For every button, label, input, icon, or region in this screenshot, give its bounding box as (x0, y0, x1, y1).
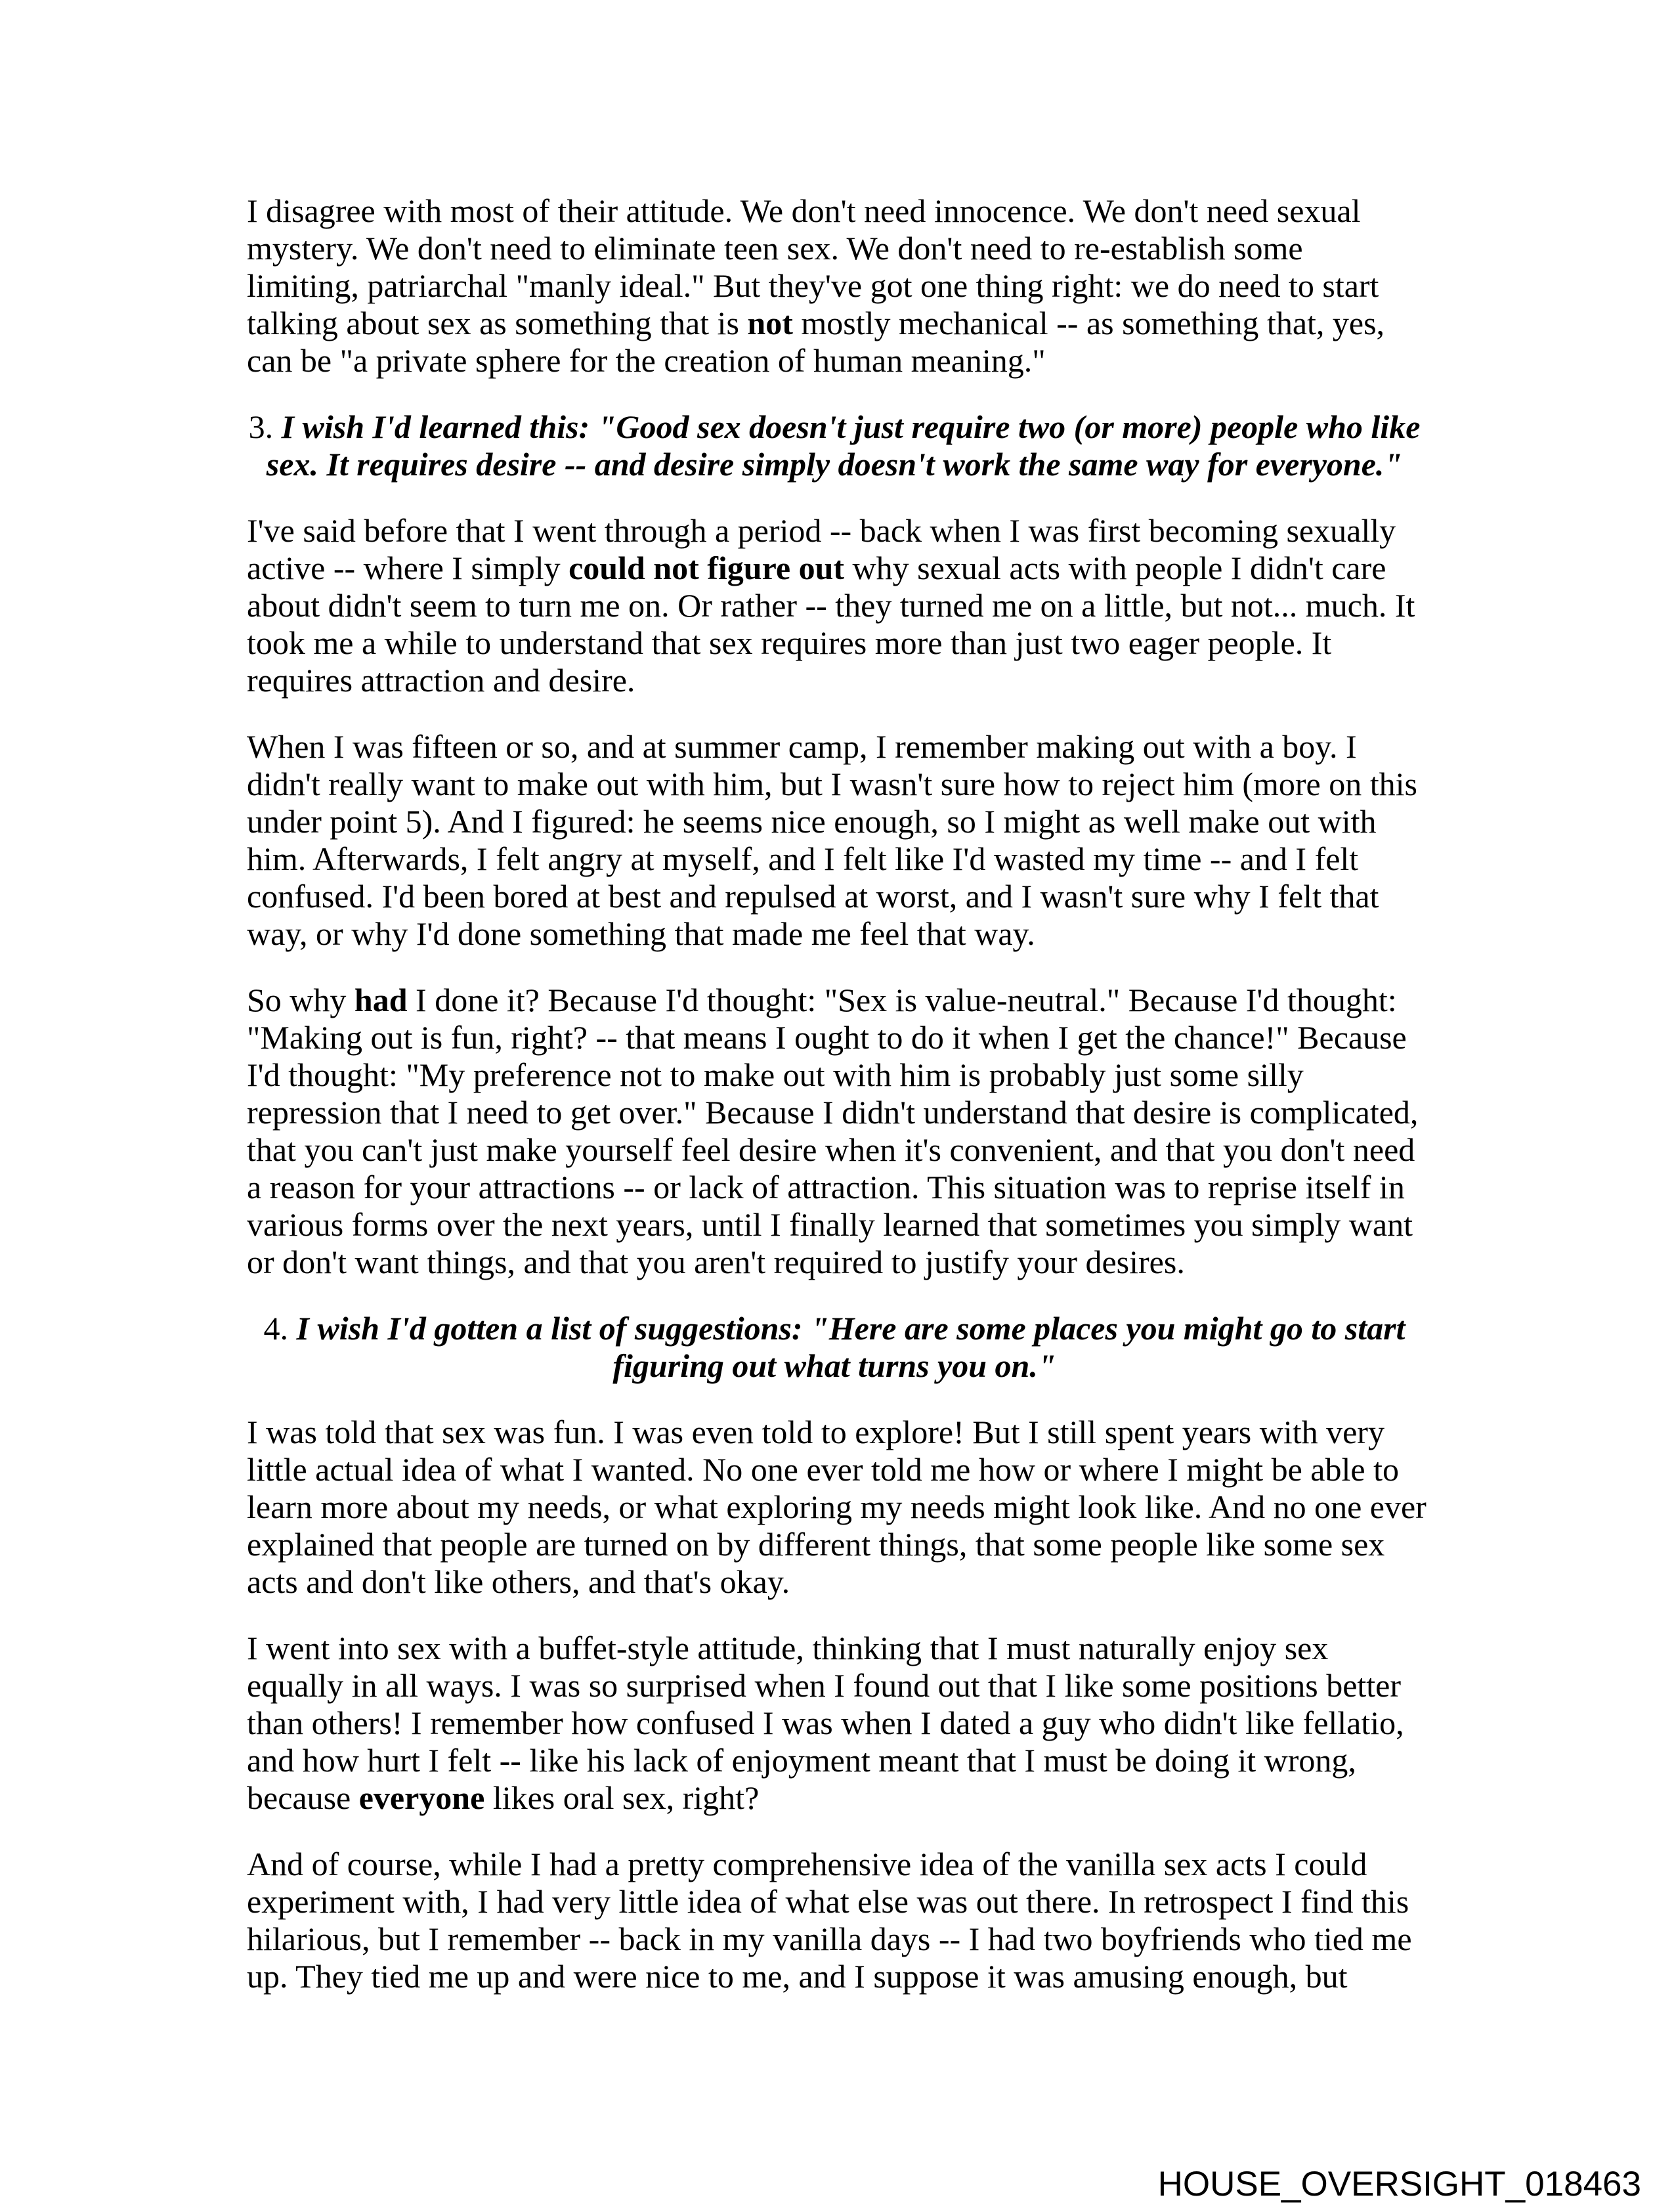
text-line: and how hurt I felt -- like his lack of enjoyment meant that I must be doing it wrong, (247, 1742, 1356, 1779)
text-line: acts and don't like others, and that's okay. (247, 1563, 790, 1600)
text-line: because everyone likes oral sex, right? (247, 1779, 760, 1816)
text-line: can be "a private sphere for the creation of human meaning." (247, 342, 1046, 379)
document-body (247, 192, 1427, 1995)
text-line: about didn't seem to turn me on. Or rather -- they turned me on a little, but not... much. It (247, 587, 1415, 624)
text-line: I was told that sex was fun. I was even told to explore! But I still spent years with very (247, 1414, 1384, 1450)
text-line: under point 5). And I figured: he seems nice enough, so I might as well make out with (247, 803, 1377, 840)
text-line: I've said before that I went through a period -- back when I was first becoming sexually (247, 512, 1396, 549)
text-line: limiting, patriarchal "manly ideal." But they've got one thing right: we do need to start (247, 267, 1379, 304)
paragraph-summer-camp (247, 728, 1422, 953)
section-heading-3 (247, 408, 1422, 483)
paragraph-vanilla (247, 1846, 1422, 1995)
text-line: hilarious, but I remember -- back in my vanilla days -- I had two boyfriends who tied me (247, 1920, 1412, 1957)
text-line: figuring out what turns you on." (612, 1347, 1056, 1384)
text-line: sex. It requires desire -- and desire simply doesn't work the same way for everyone." (266, 446, 1403, 483)
text-line: And of course, while I had a pretty comprehensive idea of the vanilla sex acts I could (247, 1846, 1367, 1882)
paragraph-so-why (247, 982, 1422, 1281)
text-line: up. They tied me up and were nice to me, and I suppose it was amusing enough, but (247, 1958, 1348, 1995)
text-line: experiment with, I had very little idea of what else was out there. In retrospect I find this (247, 1883, 1409, 1920)
text-line: learn more about my needs, or what exploring my needs might look like. And no one ever (247, 1488, 1427, 1525)
text-line: 4. I wish I'd gotten a list of suggestions: "Here are some places you might go to start (263, 1310, 1406, 1347)
text-line: active -- where I simply could not figure out why sexual acts with people I didn't care (247, 550, 1386, 586)
text-line: way, or why I'd done something that made me feel that way. (247, 915, 1035, 952)
text-line: little actual idea of what I wanted. No one ever told me how or where I might be able to (247, 1451, 1399, 1488)
text-line: talking about sex as something that is not mostly mechanical -- as something that, yes, (247, 305, 1385, 341)
text-line: I disagree with most of their attitude. We don't need innocence. We don't need sexual (247, 192, 1361, 229)
paragraph-period (247, 512, 1422, 699)
paragraph-intro (247, 192, 1422, 380)
text-line: repression that I need to get over." Because I didn't understand that desire is complicated, (247, 1094, 1419, 1131)
text-line: I'd thought: "My preference not to make out with him is probably just some silly (247, 1056, 1304, 1093)
text-line: equally in all ways. I was so surprised when I found out that I like some positions better (247, 1667, 1402, 1704)
text-line: I went into sex with a buffet-style attitude, thinking that I must naturally enjoy sex (247, 1630, 1329, 1666)
text-line: So why had I done it? Because I'd thought: "Sex is value-neutral." Because I'd thought: (247, 982, 1397, 1018)
paragraph-buffet (247, 1630, 1422, 1817)
text-line: 3. I wish I'd learned this: "Good sex doesn't just require two (or more) people who like (248, 408, 1421, 445)
text-line: than others! I remember how confused I was when I dated a guy who didn't like fellatio, (247, 1704, 1404, 1741)
text-line: didn't really want to make out with him, but I wasn't sure how to reject him (more on this (247, 766, 1417, 802)
bates-stamp: HOUSE_OVERSIGHT_018463 (1157, 2165, 1641, 2203)
text-line: "Making out is fun, right? -- that means I ought to do it when I get the chance!" Because (247, 1019, 1407, 1056)
text-line: took me a while to understand that sex requires more than just two eager people. It (247, 624, 1332, 661)
text-line: When I was fifteen or so, and at summer camp, I remember making out with a boy. I (247, 728, 1357, 765)
text-line: that you can't just make yourself feel desire when it's convenient, and that you don't need (247, 1131, 1415, 1168)
text-line: mystery. We don't need to eliminate teen sex. We don't need to re-establish some (247, 230, 1303, 267)
paragraph-told-fun (247, 1414, 1427, 1601)
section-heading-4 (247, 1310, 1422, 1385)
text-line: or don't want things, and that you aren't required to justify your desires. (247, 1244, 1185, 1280)
text-line: requires attraction and desire. (247, 662, 635, 699)
text-line: him. Afterwards, I felt angry at myself, and I felt like I'd wasted my time -- and I felt (247, 840, 1359, 877)
text-line: explained that people are turned on by different things, that some people like some sex (247, 1526, 1385, 1563)
text-line: various forms over the next years, until I finally learned that sometimes you simply want (247, 1206, 1413, 1243)
text-line: a reason for your attractions -- or lack of attraction. This situation was to reprise itself in (247, 1169, 1405, 1205)
text-line: confused. I'd been bored at best and repulsed at worst, and I wasn't sure why I felt that (247, 878, 1379, 915)
